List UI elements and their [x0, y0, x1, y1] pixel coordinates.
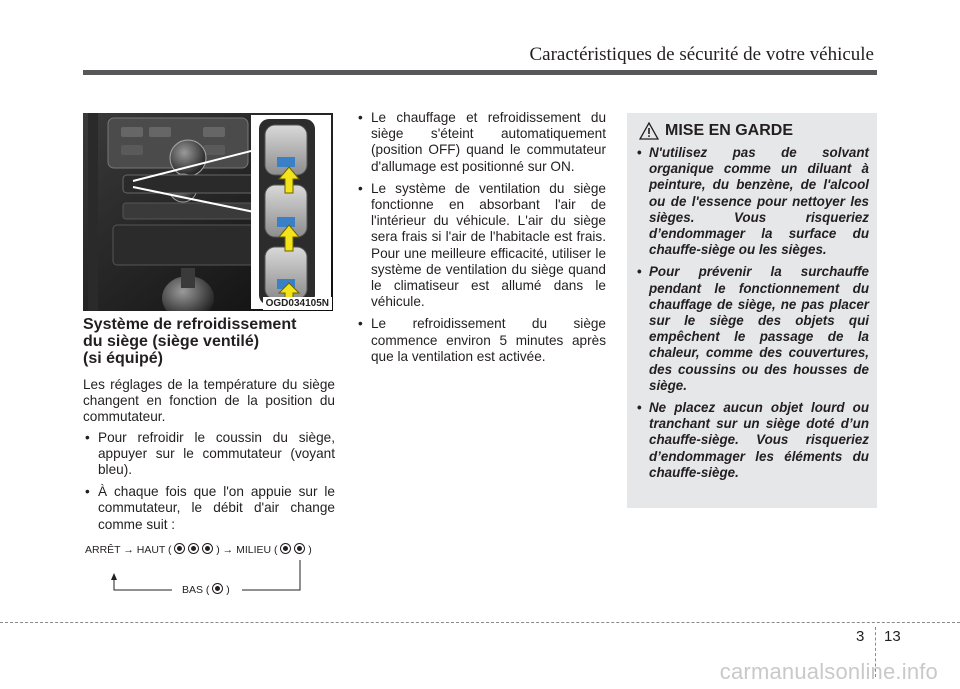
- page-number: 13: [884, 628, 901, 645]
- list-item: • Le refroidissement du siège commence environ 5 minutes après que la ventilation est activée.: [356, 316, 606, 365]
- seat-button-1: [265, 125, 307, 175]
- list-item: • À chaque fois que l'on appuie sur le commutateur, le débit d'air change comme suit :: [83, 484, 335, 533]
- dot-icon: [294, 543, 305, 554]
- list-item: • Ne placez aucun objet lourd ou tranchant sur un siège doté d’un chauffe-siège. Vous risqueriez d’endommager les éléments du chauffe-siège.: [637, 400, 869, 481]
- section-title: [83, 316, 335, 367]
- arrow-icon: →: [123, 544, 134, 556]
- caution-header: [639, 122, 793, 140]
- column-2: [356, 110, 606, 371]
- dot-icon: [174, 543, 185, 554]
- list-item: • Le système de ventilation du siège fonctionne en absorbant l'air de l'intérieur du véhicule. L'air du siège sera frais si l'air de l'habitacle est frais. Pour une meilleure efficacité, utiliser le système de ventilation du siège quand le climatiseur est allumé dans le véhicule.: [356, 181, 606, 311]
- mid-close: ): [308, 544, 312, 556]
- dot-icon: [202, 543, 213, 554]
- running-header-title: Caractéristiques de sécurité de votre véhicule: [529, 44, 874, 65]
- section-title-line-2: du siège (siège ventilé): [83, 333, 260, 350]
- footer-rule: [0, 622, 960, 623]
- column-1: [83, 316, 335, 539]
- dot-icon: [280, 543, 291, 554]
- caution-title: MISE EN GARDE: [665, 122, 794, 139]
- high-close: ): [216, 544, 220, 556]
- intro-paragraph: Les réglages de la température du siège changent en fonction de la position du commutateur.: [83, 377, 335, 425]
- watermark: carmanualsonline.info: [719, 659, 938, 684]
- caution-box: [627, 113, 877, 508]
- console-photo-illustration: [83, 113, 333, 311]
- diagram-bottom-row: [182, 583, 230, 596]
- section-title-line-1: Système de refroidissement: [83, 316, 297, 333]
- bullet-list-col2: [356, 110, 606, 365]
- warning-triangle-icon: [639, 122, 659, 140]
- mid-label: MILIEU (: [236, 544, 278, 556]
- list-item: • N'utilisez pas de solvant organique comme un diluant à peinture, du benzène, de l'alcool ou de l'essence pour nettoyer les sièges. Vous risqueriez d’endommager la surface du chauffe-siège ou les sièges.: [637, 145, 869, 258]
- high-label: HAUT (: [136, 544, 172, 556]
- bullet-list-col1: [83, 430, 335, 533]
- list-item: • Pour refroidir le coussin du siège, appuyer sur le commutateur (voyant bleu).: [83, 430, 335, 479]
- off-label: ARRÊT: [85, 544, 121, 556]
- console-photo: [83, 113, 333, 311]
- low-close: ): [226, 584, 230, 596]
- list-item: • Pour prévenir la surchauffe pendant le fonctionnement du chauffage de siège, ne pas placer sur le siège des objets qui empêchent le passage de la chaleur, comme des couvertures, des coussins ou des housses de siège.: [637, 264, 869, 394]
- section-title-line-3: (si équipé): [83, 350, 164, 367]
- diagram-top-row: [85, 543, 312, 556]
- list-item: • Le chauffage et refroidissement du siège s'éteint automatiquement (position OFF) quand le commutateur d'allumage est positionné sur ON.: [356, 110, 606, 175]
- caution-list: [637, 145, 869, 487]
- airflow-sequence-diagram: [80, 535, 350, 605]
- dot-icon: [188, 543, 199, 554]
- photo-code: OGD034105N: [263, 297, 332, 310]
- dot-icon: [212, 583, 223, 594]
- header-rule: [83, 70, 877, 75]
- arrow-icon: →: [222, 544, 234, 556]
- low-label: BAS (: [182, 584, 210, 596]
- section-number: 3: [856, 628, 865, 645]
